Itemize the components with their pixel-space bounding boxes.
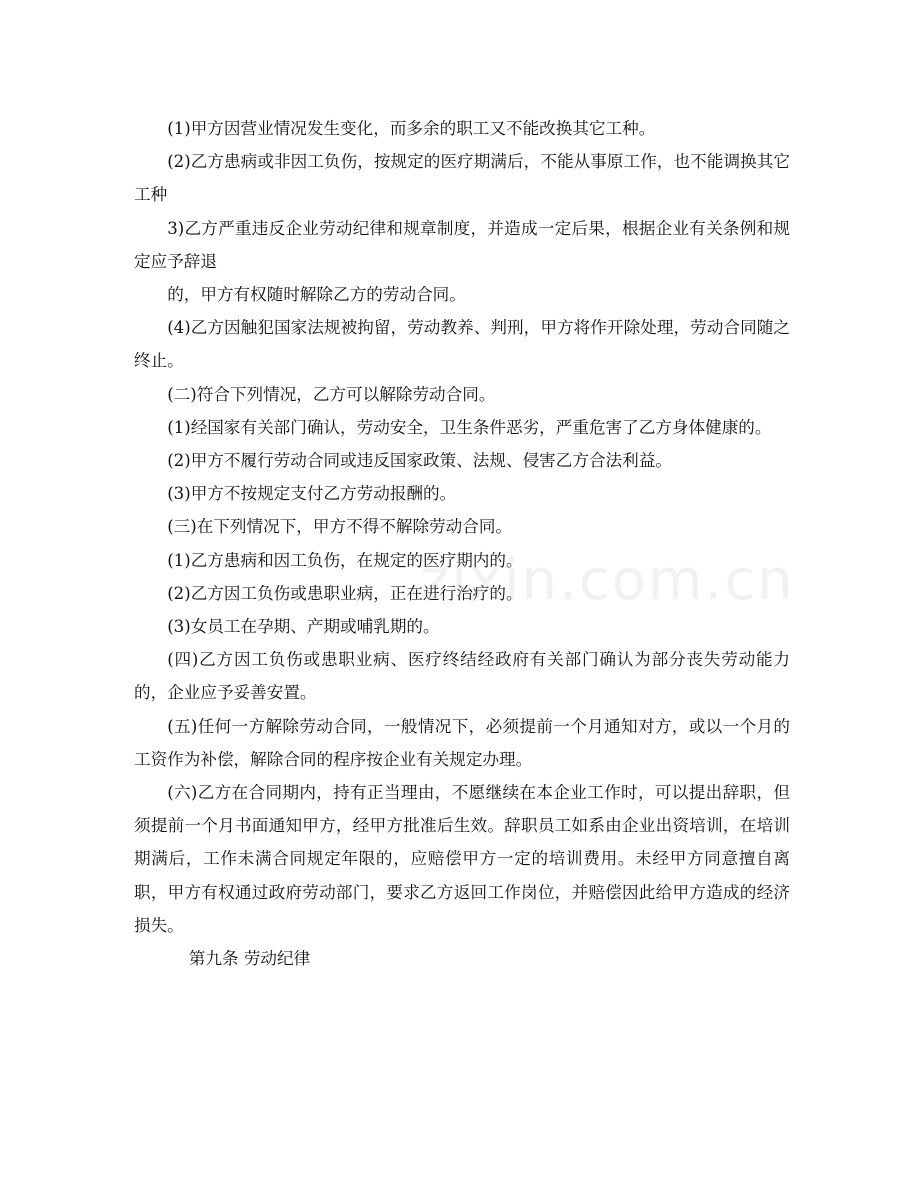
paragraph-3: 3)乙方严重违反企业劳动纪律和规章制度，并造成一定后果，根据企业有关条例和规定应予辞退 xyxy=(134,218,790,271)
paragraph-11: (1)乙方患病和因工负伤，在规定的医疗期内的。 xyxy=(167,550,523,570)
document-body xyxy=(134,112,790,975)
paragraph-4: 的，甲方有权随时解除乙方的劳动合同。 xyxy=(167,285,466,305)
paragraph-1: (1)甲方因营业情况发生变化，而多余的职工又不能改换其它工种。 xyxy=(167,119,656,138)
paragraph-2: (2)乙方患病或非因工负伤，按规定的医疗期满后，不能从事原工作，也不能调换其它工种 xyxy=(134,152,790,205)
section-heading: 第九条 劳动纪律 xyxy=(188,949,311,969)
paragraph-12: (2)乙方因工负伤或患职业病，正在进行治疗的。 xyxy=(167,583,523,603)
paragraph-6: (二)符合下列情况，乙方可以解除劳动合同。 xyxy=(167,384,496,404)
paragraph-8: (2)甲方不履行劳动合同或违反国家政策、法规、侵害乙方合法利益。 xyxy=(167,451,672,471)
paragraph-15: (五)任何一方解除劳动合同，一般情况下，必须提前一个月通知对方，或以一个月的工资作为补偿，解除合同的程序按企业有关规定办理。 xyxy=(134,716,790,769)
paragraph-14: (四)乙方因工负伤或患职业病、医疗终结经政府有关部门确认为部分丧失劳动能力的，企业应予妥善安置。 xyxy=(134,650,790,703)
paragraph-7: (1)经国家有关部门确认，劳动安全，卫生条件恶劣，严重危害了乙方身体健康的。 xyxy=(167,417,772,437)
paragraph-9: (3)甲方不按规定支付乙方劳动报酬的。 xyxy=(167,484,457,504)
paragraph-5: (4)乙方因触犯国家法规被拘留，劳动教养、判刑，甲方将作开除处理，劳动合同随之终止。 xyxy=(134,318,790,371)
paragraph-16: (六)乙方在合同期内，持有正当理由，不愿继续在本企业工作时，可以提出辞职，但须提前一个月书面通知甲方，经甲方批准后生效。辞职员工如系由企业出资培训，在培训期满后，工作未满合同规定年限的，应赔偿甲方一定的培训费用。未经甲方同意擅自离职，甲方有权通过政府劳动部门，要求乙方返回工作岗位，并赔偿因此给甲方造成的经济损失。 xyxy=(134,783,790,935)
watermark: zixin.com.cn xyxy=(420,548,795,613)
paragraph-10: (三)在下列情况下，甲方不得不解除劳动合同。 xyxy=(167,517,513,537)
paragraph-13: (3)女员工在孕期、产期或哺乳期的。 xyxy=(167,617,440,637)
